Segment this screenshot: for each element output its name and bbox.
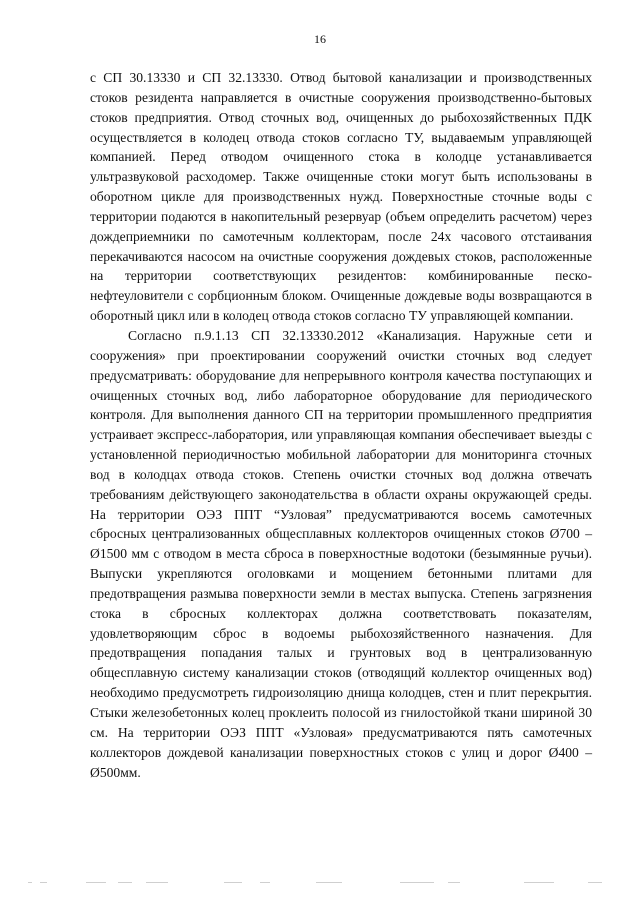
scan-artifact-marks <box>28 880 618 886</box>
paragraph-treatment-requirements: Согласно п.9.1.13 СП 32.13330.2012 «Канализация. Наружные сети и сооружения» при проектировании сооружений очистки сточных вод следует предусматривать: оборудование для непрерывного контроля качества поступающих и очищенных сточных вод, либо лабораторное оборудование для периодического контроля. Для выполнения данного СП на территории промышленного предприятия устраивает экспресс-лаборатория, или управляющая компания обеспечивает выезды с установленной периодичностью мобильной лаборатории для мониторинга сточных вод в колодцах отвода стоков. Степень очистки сточных вод должна отвечать требованиям действующего законодательства в области охраны окружающей среды. На территории ОЭЗ ППТ “Узловая” предусматриваются восемь самотечных сбросных централизованных общесплавных коллекторов очищенных стоков Ø700 – Ø1500 мм с отводом в места сброса в поверхностные водотоки (безымянные ручьи). Выпуски укрепляются оголовками и мощением бетонными плитами для предотвращения размыва поверхности земли в местах выпуска. Степень загрязнения стока в сбросных коллекторах должна соответствовать показателям, удовлетворяющим сброс в водоемы рыбохозяйственного назначения. Для предотвращения попадания талых и грунтовых вод в централизованную общесплавную систему канализации стоков (отводящий коллектор очищенных вод) необходимо предусмотреть гидроизоляцию днища колодцев, стен и плит перекрытия. Стыки железобетонных колец проклеить полосой из гнилостойкой ткани шириной 30 см. На территории ОЭЗ ППТ «Узловая» предусматриваются пять самотечных коллекторов дождевой канализации поверхностных стоков с улиц и дорог Ø400 – Ø500мм. <box>90 327 592 780</box>
body-text <box>90 68 592 782</box>
page-number: 16 <box>314 32 326 46</box>
paragraph-wastewater-discharge: с СП 30.13330 и СП 32.13330. Отвод бытовой канализации и производственных стоков резидента направляется в очистные сооружения производственно-бытовых стоков предприятия. Отвод сточных вод, очищенных до рыбохозяйственных ПДК осуществляется в колодец отвода стоков согласно ТУ, выдаваемым управляющей компанией. Перед отводом очищенного стока в колодце устанавливается ультразвуковой расходомер. Также очищенные стоки могут быть использованы в оборотном цикле для производственных нужд. Поверхностные сточные воды с территории подаются в накопительный резервуар (объем определить расчетом) через дождеприемники по самотечным коллекторам, после 24х часового отстаивания перекачиваются насосом на очистные сооружения дождевых стоков, расположенные на территории соответствующих резидентов: комбинированные песко-нефтеуловители с сорбционным блоком. Очищенные дождевые воды возвращаются в оборотный цикл или в колодец отвода стоков согласно ТУ управляющей компании. <box>90 70 592 324</box>
